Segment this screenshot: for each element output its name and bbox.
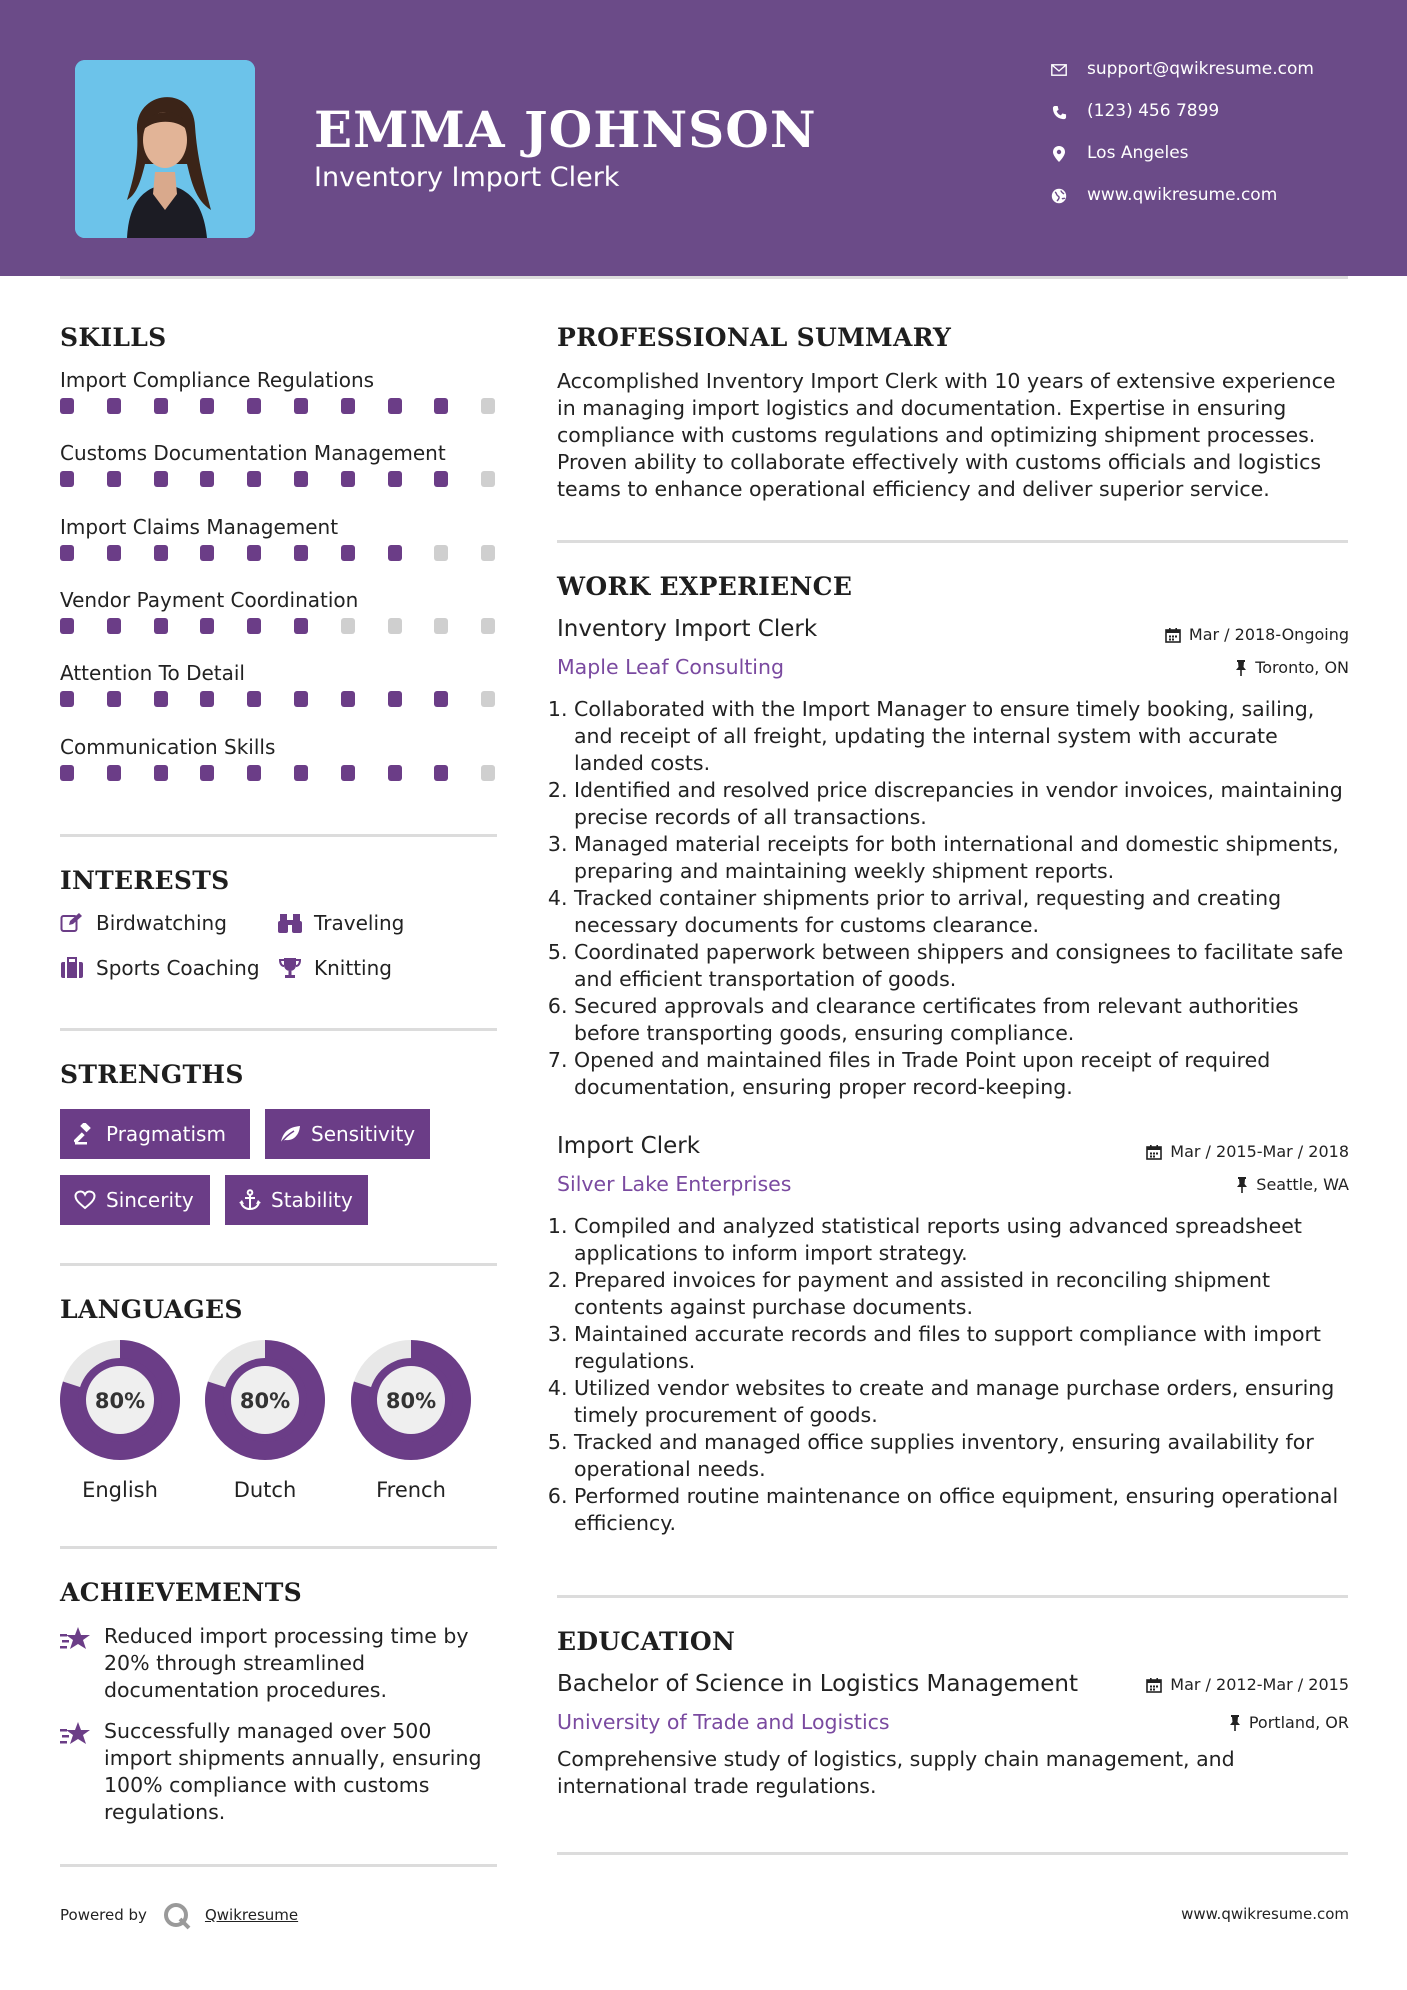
- divider: [60, 1546, 497, 1549]
- rating-dot-filled: [60, 545, 74, 561]
- job-location: Toronto, ON: [1235, 658, 1349, 677]
- skill-row: [60, 661, 500, 711]
- rating-dot-filled: [388, 691, 402, 707]
- rating-dot-filled: [60, 691, 74, 707]
- language-item: [55, 1338, 185, 1502]
- rating-dot-filled: [107, 691, 121, 707]
- skill-name: Import Claims Management: [60, 514, 339, 539]
- rating-dot-empty: [481, 765, 495, 781]
- job-dates: Mar / 2018-Ongoing: [1165, 625, 1349, 644]
- responsibility-item: 5. Tracked and managed office supplies inventory, ensuring availability for operational needs.: [574, 1429, 1344, 1483]
- responsibility-item: 4. Utilized vendor websites to create and manage purchase orders, ensuring timely procurement of goods.: [574, 1375, 1344, 1429]
- strength-sincerity: Sincerity: [60, 1175, 210, 1225]
- skill-name: Import Compliance Regulations: [60, 368, 375, 392]
- rating-dot-filled: [341, 765, 355, 781]
- pushpin-icon: [1229, 1715, 1241, 1731]
- rating-dot-filled: [247, 765, 261, 781]
- rating-dot-filled: [107, 471, 121, 487]
- responsibility-item: 5. Coordinated paperwork between shippers and consignees to facilitate safe and efficient transportation of goods.: [574, 939, 1344, 993]
- company-name: Maple Leaf Consulting: [557, 655, 785, 679]
- rating-dot-filled: [294, 691, 308, 707]
- rating-dot-filled: [107, 618, 121, 634]
- rating-dot-filled: [294, 471, 308, 487]
- skill-row: [60, 735, 500, 785]
- globe-icon: [1050, 187, 1068, 205]
- summary-heading: PROFESSIONAL SUMMARY: [557, 323, 952, 352]
- language-percent: 80%: [385, 1389, 437, 1413]
- rating-dot-filled: [341, 471, 355, 487]
- rating-dot-empty: [481, 618, 495, 634]
- rating-dot-empty: [481, 545, 495, 561]
- rating-dot-filled: [341, 398, 355, 414]
- language-donut: [349, 1338, 473, 1462]
- language-percent: 80%: [239, 1389, 291, 1413]
- rating-dot-filled: [294, 398, 308, 414]
- rating-dot-filled: [154, 765, 168, 781]
- strengths-heading: STRENGTHS: [60, 1060, 244, 1089]
- rating-dot-filled: [107, 398, 121, 414]
- rating-dot-empty: [388, 618, 402, 634]
- responsibility-item: 6. Secured approvals and clearance certificates from relevant authorities before transporting goods, ensuring compliance.: [574, 993, 1344, 1047]
- experience-heading: WORK EXPERIENCE: [557, 572, 853, 601]
- rating-dot-filled: [200, 618, 214, 634]
- rating-dot-filled: [154, 545, 168, 561]
- skill-row: [60, 441, 500, 491]
- summary-text: Accomplished Inventory Import Clerk with 10 years of extensive experience in managing import logistics and documentation. Expertise in ensuring compliance with customs regulations and optimizing shipment processes. Proven ability to collaborate effectively with customs officials and logistics teams to enhance operational efficiency and deliver superior service.: [557, 369, 1336, 501]
- interests-heading: INTERESTS: [60, 866, 230, 895]
- divider: [60, 1263, 497, 1266]
- skill-rating: [60, 471, 500, 491]
- achievement-item: Successfully managed over 500 import shipments annually, ensuring 100% compliance with customs regulations.: [60, 1718, 500, 1833]
- skill-rating: [60, 691, 500, 711]
- heart-icon: [74, 1190, 96, 1210]
- pushpin-icon: [1235, 660, 1247, 676]
- calendar-icon: [1146, 1677, 1162, 1693]
- anchor-icon: [239, 1189, 261, 1211]
- rating-dot-filled: [434, 471, 448, 487]
- footer-branding: Powered by Qwikresume: [60, 1900, 298, 1930]
- star-award-icon: [60, 1720, 94, 1748]
- rating-dot-filled: [200, 765, 214, 781]
- envelope-icon: [1050, 61, 1068, 79]
- phone-icon: [1050, 103, 1068, 121]
- degree-title: Bachelor of Science in Logistics Management: [557, 1671, 1079, 1697]
- skill-row: [60, 368, 500, 418]
- responsibility-list: [556, 696, 1344, 1101]
- language-name: Dutch: [233, 1478, 297, 1502]
- resume-header: EMMA JOHNSON Inventory Import Clerk support@qwikresume.com (123) 456 7899 Los Angeles www.qwikresume.com: [0, 0, 1407, 276]
- qwikresume-logo-icon: [161, 1900, 195, 1930]
- rating-dot-filled: [107, 765, 121, 781]
- rating-dot-filled: [247, 691, 261, 707]
- skill-name: Vendor Payment Coordination: [60, 587, 359, 612]
- responsibility-list: [556, 1213, 1344, 1537]
- rating-dot-filled: [60, 471, 74, 487]
- strength-sensitivity: Sensitivity: [265, 1109, 430, 1159]
- rating-dot-filled: [60, 398, 74, 414]
- rating-dot-empty: [481, 471, 495, 487]
- trophy-icon: [278, 957, 302, 979]
- rating-dot-filled: [388, 471, 402, 487]
- rating-dot-filled: [434, 398, 448, 414]
- rating-dot-filled: [154, 691, 168, 707]
- skill-name: Customs Documentation Management: [60, 441, 446, 466]
- skill-row: [60, 515, 500, 565]
- responsibility-item: 2. Prepared invoices for payment and assisted in reconciling shipment contents against purchase documents.: [574, 1267, 1344, 1321]
- job-title: Import Clerk: [557, 1133, 701, 1159]
- skill-name: Communication Skills: [60, 734, 276, 759]
- briefcase-icon: [60, 957, 84, 979]
- skill-name: Attention To Detail: [60, 661, 245, 686]
- rating-dot-filled: [154, 398, 168, 414]
- rating-dot-empty: [341, 618, 355, 634]
- candidate-name: EMMA JOHNSON: [314, 100, 817, 159]
- job-dates: Mar / 2015-Mar / 2018: [1146, 1142, 1349, 1161]
- skill-rating: [60, 398, 500, 418]
- rating-dot-filled: [154, 618, 168, 634]
- language-item: [346, 1338, 476, 1502]
- responsibility-item: 7. Opened and maintained files in Trade Point upon receipt of required documentation, ensuring proper record-keeping.: [574, 1047, 1344, 1101]
- achievements-heading: ACHIEVEMENTS: [60, 1578, 302, 1607]
- rating-dot-empty: [481, 398, 495, 414]
- language-percent: 80%: [94, 1389, 146, 1413]
- job-location: Seattle, WA: [1236, 1175, 1349, 1194]
- responsibility-item: 2. Identified and resolved price discrepancies in vendor invoices, maintaining precise records of all transactions.: [574, 777, 1344, 831]
- rating-dot-filled: [434, 765, 448, 781]
- responsibility-item: 4. Tracked container shipments prior to arrival, requesting and creating necessary documents for customs clearance.: [574, 885, 1344, 939]
- rating-dot-filled: [200, 471, 214, 487]
- rating-dot-empty: [434, 545, 448, 561]
- star-award-icon: [60, 1625, 94, 1653]
- responsibility-item: 3. Maintained accurate records and files to support compliance with import regulations.: [574, 1321, 1344, 1375]
- rating-dot-filled: [388, 765, 402, 781]
- rating-dot-filled: [294, 618, 308, 634]
- education-description: Comprehensive study of logistics, supply chain management, and international trade regulations.: [557, 1747, 1235, 1798]
- language-name: French: [376, 1478, 446, 1502]
- rating-dot-filled: [434, 691, 448, 707]
- school-name: University of Trade and Logistics: [557, 1710, 890, 1734]
- rating-dot-filled: [294, 545, 308, 561]
- skill-rating: [60, 765, 500, 785]
- language-item: [200, 1338, 330, 1502]
- interest-knitting: Knitting: [278, 956, 392, 980]
- skill-rating: [60, 618, 500, 638]
- achievement-item: Reduced import processing time by 20% through streamlined documentation procedures.: [60, 1623, 500, 1713]
- binoculars-icon: [278, 912, 302, 934]
- rating-dot-filled: [388, 545, 402, 561]
- rating-dot-empty: [481, 691, 495, 707]
- company-name: Silver Lake Enterprises: [557, 1172, 792, 1196]
- qwikresume-link[interactable]: Qwikresume: [204, 1906, 299, 1924]
- divider: [557, 1852, 1348, 1855]
- rating-dot-filled: [107, 545, 121, 561]
- divider: [557, 1595, 1348, 1598]
- strength-pragmatism: Pragmatism: [60, 1109, 250, 1159]
- divider: [60, 1864, 497, 1867]
- footer-website[interactable]: www.qwikresume.com: [1181, 1905, 1349, 1923]
- skills-heading: SKILLS: [60, 323, 167, 352]
- interest-traveling: Traveling: [278, 911, 404, 935]
- rating-dot-filled: [341, 545, 355, 561]
- language-donut: [203, 1338, 327, 1462]
- rating-dot-filled: [200, 545, 214, 561]
- divider: [557, 540, 1348, 543]
- edit-icon: [60, 912, 84, 934]
- rating-dot-filled: [247, 398, 261, 414]
- language-donut: [58, 1338, 182, 1462]
- skill-rating: [60, 545, 500, 565]
- pushpin-icon: [1236, 1177, 1248, 1193]
- languages-heading: LANGUAGES: [60, 1295, 243, 1324]
- strength-stability: Stability: [225, 1175, 368, 1225]
- leaf-icon: [279, 1124, 301, 1144]
- responsibility-item: 1. Collaborated with the Import Manager to ensure timely booking, sailing, and receipt of all freight, updating the internal system with accurate landed costs.: [574, 696, 1344, 777]
- rating-dot-filled: [154, 471, 168, 487]
- responsibility-item: 3. Managed material receipts for both international and domestic shipments, preparing and maintaining weekly shipment reports.: [574, 831, 1344, 885]
- rating-dot-filled: [247, 545, 261, 561]
- candidate-title: Inventory Import Clerk: [314, 162, 620, 193]
- responsibility-item: 1. Compiled and analyzed statistical reports using advanced spreadsheet applications to inform import strategy.: [574, 1213, 1344, 1267]
- divider: [60, 1028, 497, 1031]
- interest-birdwatching: Birdwatching: [60, 911, 227, 935]
- responsibility-item: 6. Performed routine maintenance on office equipment, ensuring operational efficiency.: [574, 1483, 1344, 1537]
- divider: [60, 276, 1348, 279]
- rating-dot-filled: [60, 765, 74, 781]
- job-title: Inventory Import Clerk: [557, 616, 818, 642]
- rating-dot-filled: [388, 398, 402, 414]
- education-heading: EDUCATION: [557, 1627, 736, 1656]
- rating-dot-filled: [341, 691, 355, 707]
- education-location: Portland, OR: [1229, 1713, 1349, 1732]
- calendar-icon: [1146, 1144, 1162, 1160]
- rating-dot-filled: [247, 471, 261, 487]
- calendar-icon: [1165, 627, 1181, 643]
- rating-dot-empty: [434, 618, 448, 634]
- rating-dot-filled: [200, 691, 214, 707]
- gavel-icon: [74, 1123, 96, 1145]
- profile-photo: [75, 60, 255, 238]
- divider: [60, 834, 497, 837]
- rating-dot-filled: [294, 765, 308, 781]
- language-name: English: [82, 1478, 158, 1502]
- rating-dot-filled: [60, 618, 74, 634]
- education-dates: Mar / 2012-Mar / 2015: [1146, 1675, 1349, 1694]
- interest-sports-coaching: Sports Coaching: [60, 956, 260, 980]
- skill-row: [60, 588, 500, 638]
- map-pin-icon: [1050, 145, 1068, 163]
- rating-dot-filled: [200, 398, 214, 414]
- rating-dot-filled: [247, 618, 261, 634]
